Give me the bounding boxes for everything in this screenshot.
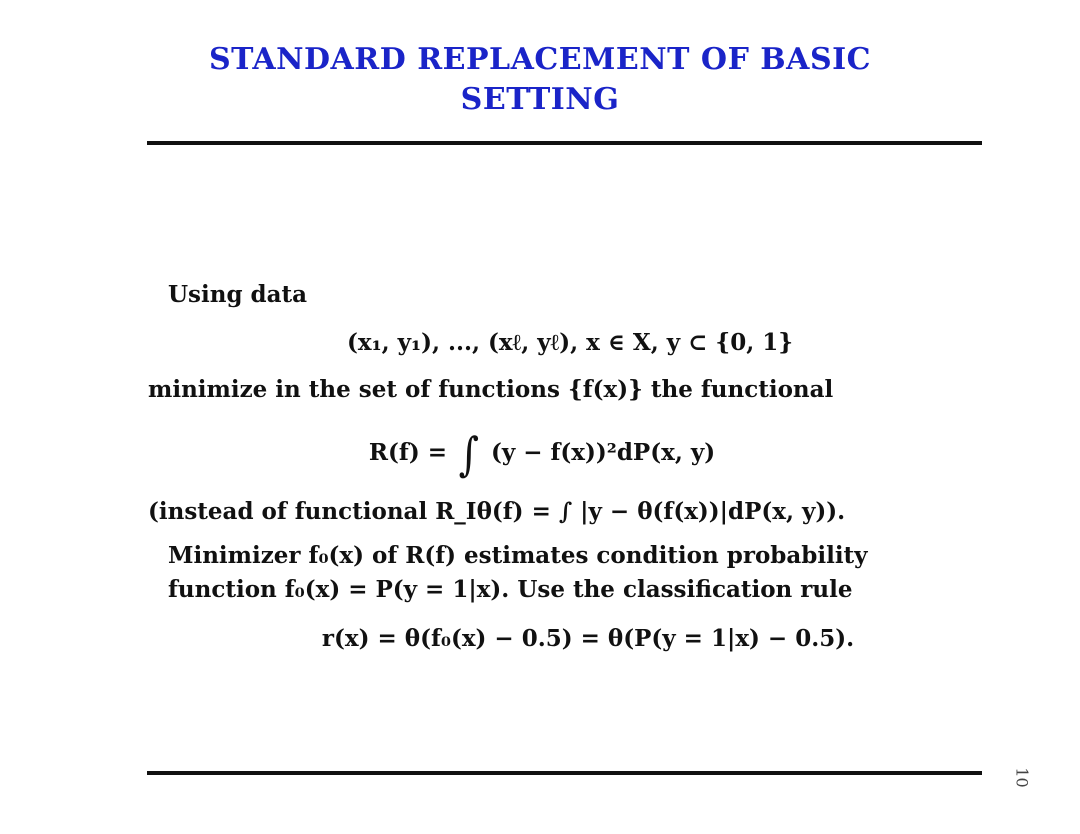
text-minimizer: Minimizer f₀(x) of R(f) estimates condition probability: [168, 542, 868, 569]
text-using-data: Using data: [168, 281, 308, 308]
slide-title: [0, 40, 1080, 120]
page-number: 10: [1012, 767, 1032, 788]
title-line-1: STANDARD REPLACEMENT OF BASIC: [208, 42, 872, 77]
equation-data-set: (x₁, y₁), ..., (xℓ, yℓ), x ∈ X, y ⊂ {0, 1}: [346, 329, 794, 356]
integral-sign: ∫: [458, 427, 480, 481]
top-divider: [147, 141, 982, 145]
equation-functional: [0, 427, 1080, 481]
bottom-divider: [147, 771, 982, 775]
equation-decision-rule: r(x) = θ(f₀(x) − 0.5) = θ(P(y = 1|x) − 0.5).: [321, 625, 855, 652]
text-minimize: minimize in the set of functions {f(x)} the functional: [148, 376, 834, 403]
equation-functional-rhs: (y − f(x))²dP(x, y): [490, 439, 716, 466]
text-classification-rule: function f₀(x) = P(y = 1|x). Use the classification rule: [168, 576, 853, 603]
title-line-2: SETTING: [460, 82, 620, 117]
equation-functional-lhs: R(f) =: [368, 439, 447, 466]
text-instead-of: (instead of functional R_Iθ(f) = ∫ |y − θ(f(x))|dP(x, y)).: [148, 498, 846, 525]
